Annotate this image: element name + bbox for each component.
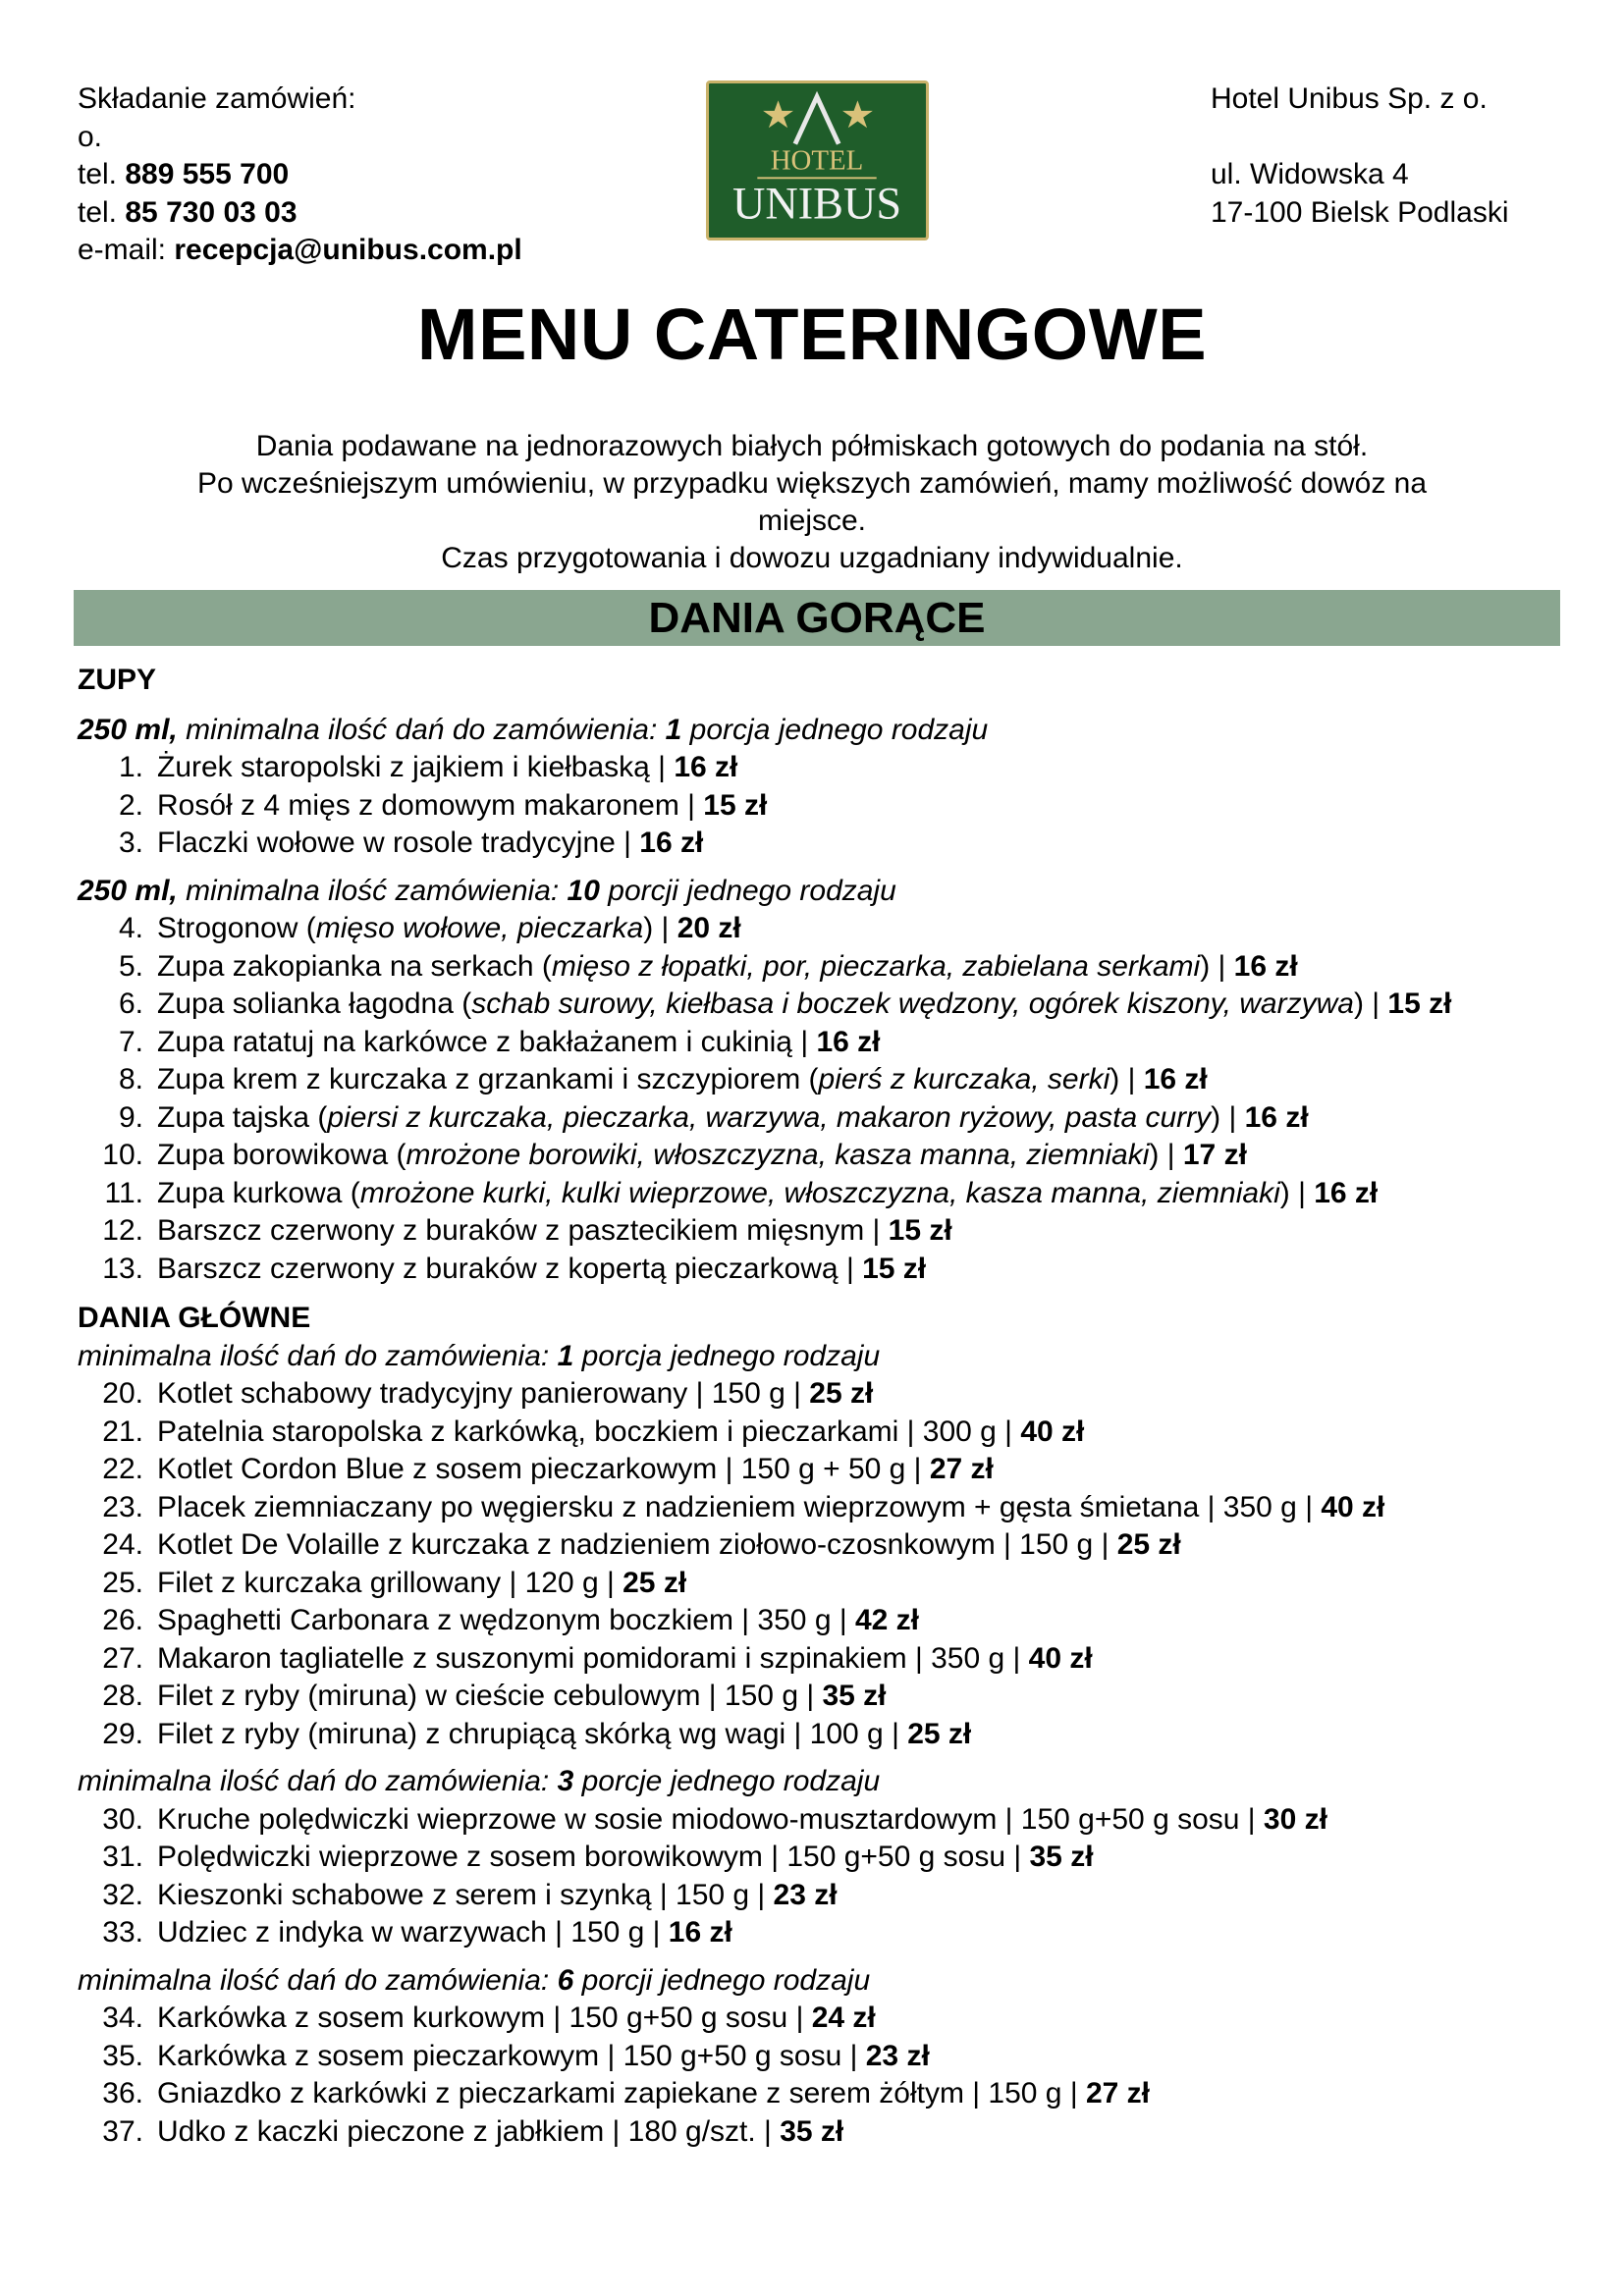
item-text bbox=[157, 749, 1570, 787]
item-price: 30 zł bbox=[1263, 1802, 1327, 1836]
item-separator: ) | bbox=[1149, 1139, 1183, 1171]
menu-item bbox=[78, 1489, 1570, 1527]
note-qty: 1 bbox=[557, 1339, 574, 1372]
item-price: 25 zł bbox=[623, 1566, 687, 1599]
menu-item bbox=[78, 986, 1570, 1024]
item-price: 35 zł bbox=[822, 1680, 887, 1712]
item-text bbox=[157, 1716, 1570, 1754]
menu-item bbox=[78, 1839, 1570, 1877]
item-separator: ) | bbox=[1200, 949, 1234, 983]
intro-line: miejsce. bbox=[757, 505, 867, 537]
item-price: 23 zł bbox=[773, 1878, 838, 1911]
note-text: porcji jednego rodzaju bbox=[599, 874, 896, 907]
item-text bbox=[157, 2113, 1570, 2152]
item-price: 42 zł bbox=[854, 1604, 920, 1636]
item-number: 2. bbox=[118, 788, 143, 822]
item-name: Patelnia staropolska z karkówką, boczkiem i pieczarkami | 300 g | bbox=[157, 1415, 1021, 1448]
note-volume: 250 ml, bbox=[78, 874, 178, 907]
intro-line: Czas przygotowania i dowozu uzgadniany indywidualnie. bbox=[441, 542, 1183, 574]
phone-1 bbox=[78, 156, 522, 194]
item-name: Makaron tagliatelle z suszonymi pomidorami i szpinakiem | 350 g | bbox=[157, 1641, 1029, 1675]
item-price: 16 zł bbox=[1244, 1100, 1309, 1134]
item-price: 25 zł bbox=[1116, 1528, 1181, 1561]
group-note bbox=[78, 1763, 1570, 1801]
note-text: minimalna ilość dań do zamówienia: bbox=[78, 1963, 558, 1997]
note-qty: 10 bbox=[567, 874, 600, 907]
item-price: 16 zł bbox=[1233, 949, 1298, 983]
item-number: 28. bbox=[102, 1680, 143, 1712]
item-price: 15 zł bbox=[1387, 988, 1452, 1020]
item-price: 20 zł bbox=[677, 912, 741, 944]
item-number: 8. bbox=[118, 1063, 143, 1095]
logo-text-unibus: UNIBUS bbox=[731, 178, 902, 229]
note-text: minimalna ilość dań do zamówienia: bbox=[78, 1339, 558, 1372]
item-name: Karkówka z sosem kurkowym | 150 g+50 g sosu | bbox=[157, 2002, 812, 2034]
menu-item bbox=[78, 1716, 1570, 1754]
item-price: 16 zł bbox=[1143, 1063, 1208, 1095]
item-text bbox=[157, 1914, 1570, 1952]
item-text bbox=[157, 1451, 1570, 1489]
item-text bbox=[157, 1839, 1570, 1877]
hotel-logo-graphic bbox=[709, 83, 926, 238]
item-name: Zupa zakopianka na serkach ( bbox=[157, 949, 552, 983]
menu-item bbox=[78, 948, 1570, 987]
item-number: 35. bbox=[102, 2039, 143, 2072]
item-text bbox=[157, 1061, 1570, 1099]
hotel-address bbox=[1211, 80, 1509, 232]
item-text bbox=[157, 1414, 1570, 1452]
menu-item bbox=[78, 787, 1570, 826]
menu-item bbox=[78, 1565, 1570, 1603]
menu-item bbox=[78, 749, 1570, 787]
menu-item bbox=[78, 1801, 1570, 1840]
item-ingredients: mrożone kurki, kulki wieprzowe, włoszczyzna, kasza manna, ziemniaki bbox=[359, 1176, 1280, 1209]
page-title: MENU CATERINGOWE bbox=[416, 294, 1208, 375]
item-text bbox=[157, 1678, 1570, 1716]
item-name: Zupa tajska ( bbox=[157, 1100, 328, 1134]
note-volume: 250 ml, bbox=[78, 713, 178, 746]
item-name: Placek ziemniaczany po węgiersku z nadzieniem wieprzowym + gęsta śmietana | 350 g | bbox=[157, 1490, 1322, 1523]
menu-item bbox=[78, 1212, 1570, 1251]
item-name: Zupa krem z kurczaka z grzankami i szczypiorem ( bbox=[157, 1063, 819, 1095]
star-icon bbox=[763, 100, 793, 128]
item-number: 9. bbox=[118, 1100, 143, 1134]
item-price: 35 zł bbox=[1029, 1841, 1094, 1873]
note-qty: 1 bbox=[665, 713, 682, 746]
item-text bbox=[157, 986, 1570, 1024]
item-number: 24. bbox=[102, 1528, 143, 1561]
item-name: Strogonow ( bbox=[157, 912, 316, 944]
menu-item bbox=[78, 1414, 1570, 1452]
menu-item bbox=[78, 1451, 1570, 1489]
item-name: Kotlet De Volaille z kurczaka z nadzieniem ziołowo-czosnkowym | 150 g | bbox=[157, 1528, 1117, 1561]
item-number: 7. bbox=[118, 1025, 143, 1058]
item-price: 17 zł bbox=[1182, 1139, 1247, 1171]
item-text bbox=[157, 1565, 1570, 1603]
hotel-logo bbox=[706, 80, 929, 240]
item-name: Karkówka z sosem pieczarkowym | 150 g+50 g sosu | bbox=[157, 2039, 866, 2072]
item-number: 13. bbox=[102, 1252, 143, 1285]
item-price: 16 zł bbox=[668, 1916, 732, 1949]
item-number: 1. bbox=[118, 751, 143, 783]
city-address: 17-100 Bielsk Podlaski bbox=[1211, 195, 1509, 229]
item-text bbox=[157, 1212, 1570, 1251]
order-contact bbox=[78, 80, 522, 270]
item-name: Zupa ratatuj na karkówce z bakłażanem i cukinią | bbox=[157, 1025, 817, 1058]
item-number: 30. bbox=[102, 1802, 143, 1836]
item-price: 16 zł bbox=[816, 1025, 881, 1058]
email-label: e-mail: bbox=[78, 234, 175, 266]
menu-item bbox=[78, 1914, 1570, 1952]
item-number: 4. bbox=[118, 912, 143, 944]
item-name: Żurek staropolski z jajkiem i kiełbaską | bbox=[157, 751, 675, 783]
menu-item bbox=[78, 1640, 1570, 1679]
item-text bbox=[157, 910, 1570, 948]
item-number: 3. bbox=[118, 827, 143, 859]
item-text bbox=[157, 1640, 1570, 1679]
section-header: DANIA GORĄCE bbox=[74, 590, 1560, 646]
menu-item bbox=[78, 1678, 1570, 1716]
item-number: 23. bbox=[102, 1490, 143, 1523]
phone-2-number: 85 730 03 03 bbox=[125, 195, 298, 229]
item-price: 35 zł bbox=[780, 2114, 844, 2148]
menu-item bbox=[78, 1061, 1570, 1099]
company-name: Hotel Unibus Sp. z o. bbox=[1211, 82, 1488, 115]
item-number: 33. bbox=[102, 1916, 143, 1949]
item-price: 16 zł bbox=[1314, 1176, 1379, 1209]
item-number: 22. bbox=[102, 1453, 143, 1485]
item-price: 15 zł bbox=[862, 1252, 927, 1285]
intro-text bbox=[118, 428, 1506, 577]
item-ingredients: pierś z kurczaka, serki bbox=[818, 1063, 1110, 1095]
order-heading: Składanie zamówień: bbox=[78, 82, 356, 115]
item-price: 25 zł bbox=[809, 1377, 874, 1410]
menu-item bbox=[78, 1099, 1570, 1138]
street-address: ul. Widowska 4 bbox=[1211, 158, 1409, 190]
item-text bbox=[157, 1877, 1570, 1915]
group-note bbox=[78, 1338, 1570, 1376]
item-number: 32. bbox=[102, 1878, 143, 1911]
note-text: porcje jednego rodzaju bbox=[573, 1765, 881, 1797]
item-ingredients: mięso z łopatki, por, pieczarka, zabielana serkami bbox=[551, 949, 1201, 983]
menu-item bbox=[78, 910, 1570, 948]
menu-item bbox=[78, 2113, 1570, 2152]
item-number: 29. bbox=[102, 1717, 143, 1750]
item-text bbox=[157, 1489, 1570, 1527]
item-number: 12. bbox=[102, 1214, 143, 1247]
menu-item bbox=[78, 1175, 1570, 1213]
item-number: 6. bbox=[118, 988, 143, 1020]
item-ingredients: schab surowy, kiełbasa i boczek wędzony, ogórek kiszony, warzywa bbox=[471, 988, 1354, 1020]
item-name: Udko z kaczki pieczone z jabłkiem | 180 g/szt. | bbox=[157, 2114, 781, 2148]
item-number: 21. bbox=[102, 1415, 143, 1448]
item-name: Gniazdko z karkówki z pieczarkami zapiekane z serem żółtym | 150 g | bbox=[157, 2077, 1086, 2109]
item-separator: ) | bbox=[1211, 1100, 1245, 1134]
item-text bbox=[157, 825, 1570, 863]
item-number: 34. bbox=[102, 2002, 143, 2034]
item-price: 40 zł bbox=[1028, 1641, 1093, 1675]
item-separator: ) | bbox=[1110, 1063, 1144, 1095]
menu-item bbox=[78, 825, 1570, 863]
item-separator: ) | bbox=[1353, 988, 1388, 1020]
item-ingredients: mrożone borowiki, włoszczyzna, kasza manna, ziemniaki bbox=[406, 1139, 1150, 1171]
item-name: Kotlet Cordon Blue z sosem pieczarkowym | 150 g + 50 g | bbox=[157, 1453, 930, 1485]
note-text: minimalna ilość dań do zamówienia: bbox=[78, 1765, 558, 1797]
note-qty: 3 bbox=[557, 1765, 574, 1797]
item-price: 16 zł bbox=[674, 751, 738, 783]
item-ingredients: mięso wołowe, pieczarka bbox=[315, 912, 644, 944]
item-text bbox=[157, 2000, 1570, 2038]
item-text bbox=[157, 1137, 1570, 1175]
menu-item bbox=[78, 2075, 1570, 2113]
item-name: Zupa borowikowa ( bbox=[157, 1139, 406, 1171]
mains-list-1 bbox=[78, 1375, 1570, 1753]
category-title-soups: ZUPY bbox=[78, 664, 157, 696]
item-name: Zupa kurkowa ( bbox=[157, 1176, 360, 1209]
note-qty: 6 bbox=[557, 1963, 574, 1997]
item-number: 37. bbox=[102, 2114, 143, 2148]
item-price: 16 zł bbox=[639, 827, 704, 859]
item-price: 24 zł bbox=[811, 2002, 876, 2034]
menu-item bbox=[78, 1602, 1570, 1640]
note-text: porcja jednego rodzaju bbox=[573, 1339, 881, 1372]
soup-list-1 bbox=[78, 749, 1570, 863]
item-text bbox=[157, 1526, 1570, 1565]
item-price: 27 zł bbox=[929, 1453, 994, 1485]
item-separator: ) | bbox=[1279, 1176, 1315, 1209]
mains-list-3 bbox=[78, 2000, 1570, 2151]
item-name: Barszcz czerwony z buraków z kopertą pieczarkową | bbox=[157, 1252, 863, 1285]
item-name: Filet z ryby (miruna) w cieście cebulowym | 150 g | bbox=[157, 1680, 823, 1712]
item-name: Kotlet schabowy tradycyjny panierowany | 150 g | bbox=[157, 1377, 810, 1410]
item-number: 31. bbox=[102, 1841, 143, 1873]
item-name: Spaghetti Carbonara z wędzonym boczkiem | 350 g | bbox=[157, 1604, 855, 1636]
item-price: 23 zł bbox=[865, 2039, 930, 2072]
note-text: minimalna ilość dań do zamówienia: bbox=[177, 713, 666, 746]
menu-item bbox=[78, 1526, 1570, 1565]
item-number: 5. bbox=[118, 949, 143, 983]
item-text bbox=[157, 1024, 1570, 1062]
menu-item bbox=[78, 1251, 1570, 1289]
item-text bbox=[157, 1375, 1570, 1414]
item-ingredients: piersi z kurczaka, pieczarka, warzywa, makaron ryżowy, pasta curry bbox=[327, 1100, 1212, 1134]
item-text bbox=[157, 1251, 1570, 1289]
mains-list-2 bbox=[78, 1801, 1570, 1952]
item-name: Kieszonki schabowe z serem i szynką | 150 g | bbox=[157, 1878, 774, 1911]
item-number: 20. bbox=[102, 1377, 143, 1410]
item-name: Filet z kurczaka grillowany | 120 g | bbox=[157, 1566, 623, 1599]
item-name: Polędwiczki wieprzowe z sosem borowikowym | 150 g+50 g sosu | bbox=[157, 1841, 1030, 1873]
email-address: recepcja@unibus.com.pl bbox=[174, 234, 522, 266]
phone-2-label: tel. bbox=[78, 195, 126, 229]
item-name: Zupa solianka łagodna ( bbox=[157, 988, 472, 1020]
item-number: 10. bbox=[102, 1139, 143, 1171]
note-text: porcja jednego rodzaju bbox=[681, 713, 989, 746]
item-text bbox=[157, 948, 1570, 987]
email bbox=[78, 232, 522, 270]
group-note bbox=[78, 712, 1570, 750]
order-heading-cont: o. bbox=[78, 120, 103, 153]
item-number: 26. bbox=[102, 1604, 143, 1636]
menu-content bbox=[78, 662, 1570, 2151]
item-number: 11. bbox=[104, 1176, 143, 1209]
item-price: 15 zł bbox=[703, 788, 768, 822]
item-number: 25. bbox=[102, 1566, 143, 1599]
item-text bbox=[157, 2075, 1570, 2113]
phone-1-number: 889 555 700 bbox=[125, 158, 290, 190]
item-price: 27 zł bbox=[1085, 2077, 1150, 2109]
item-text bbox=[157, 2038, 1570, 2076]
phone-1-label: tel. bbox=[78, 158, 126, 190]
item-number: 36. bbox=[102, 2077, 143, 2109]
item-separator: ) | bbox=[643, 912, 677, 944]
item-text bbox=[157, 1801, 1570, 1840]
item-price: 15 zł bbox=[888, 1214, 952, 1247]
menu-item bbox=[78, 1877, 1570, 1915]
item-text bbox=[157, 787, 1570, 826]
soup-list-2 bbox=[78, 910, 1570, 1288]
intro-line: Dania podawane na jednorazowych białych półmiskach gotowych do podania na stół. bbox=[255, 430, 1369, 462]
item-name: Udziec z indyka w warzywach | 150 g | bbox=[157, 1916, 669, 1949]
roof-icon bbox=[795, 96, 839, 143]
group-note bbox=[78, 1962, 1570, 2001]
item-price: 25 zł bbox=[907, 1717, 972, 1750]
star-icon bbox=[842, 100, 873, 128]
item-name: Rosół z 4 mięs z domowym makaronem | bbox=[157, 788, 704, 822]
item-price: 40 zł bbox=[1321, 1490, 1385, 1523]
note-text: minimalna ilość zamówienia: bbox=[177, 874, 568, 907]
item-name: Barszcz czerwony z buraków z pasztecikiem mięsnym | bbox=[157, 1214, 889, 1247]
item-price: 40 zł bbox=[1020, 1415, 1085, 1448]
note-text: porcji jednego rodzaju bbox=[573, 1963, 871, 1997]
group-note bbox=[78, 873, 1570, 911]
menu-item bbox=[78, 1375, 1570, 1414]
menu-item bbox=[78, 1137, 1570, 1175]
menu-item bbox=[78, 1024, 1570, 1062]
logo-text-hotel: HOTEL bbox=[770, 144, 864, 177]
menu-item bbox=[78, 2000, 1570, 2038]
item-text bbox=[157, 1099, 1570, 1138]
intro-line: Po wcześniejszym umówieniu, w przypadku większych zamówień, mamy możliwość dowóz na bbox=[196, 467, 1428, 500]
menu-item bbox=[78, 2038, 1570, 2076]
category-title-mains: DANIA GŁÓWNE bbox=[78, 1302, 311, 1334]
item-name: Filet z ryby (miruna) z chrupiącą skórką wg wagi | 100 g | bbox=[157, 1717, 908, 1750]
item-number: 27. bbox=[102, 1641, 143, 1675]
item-text bbox=[157, 1602, 1570, 1640]
item-name: Flaczki wołowe w rosole tradycyjne | bbox=[157, 827, 640, 859]
item-text bbox=[157, 1175, 1570, 1213]
phone-2 bbox=[78, 194, 522, 233]
item-name: Kruche polędwiczki wieprzowe w sosie miodowo-musztardowym | 150 g+50 g sosu | bbox=[157, 1802, 1264, 1836]
